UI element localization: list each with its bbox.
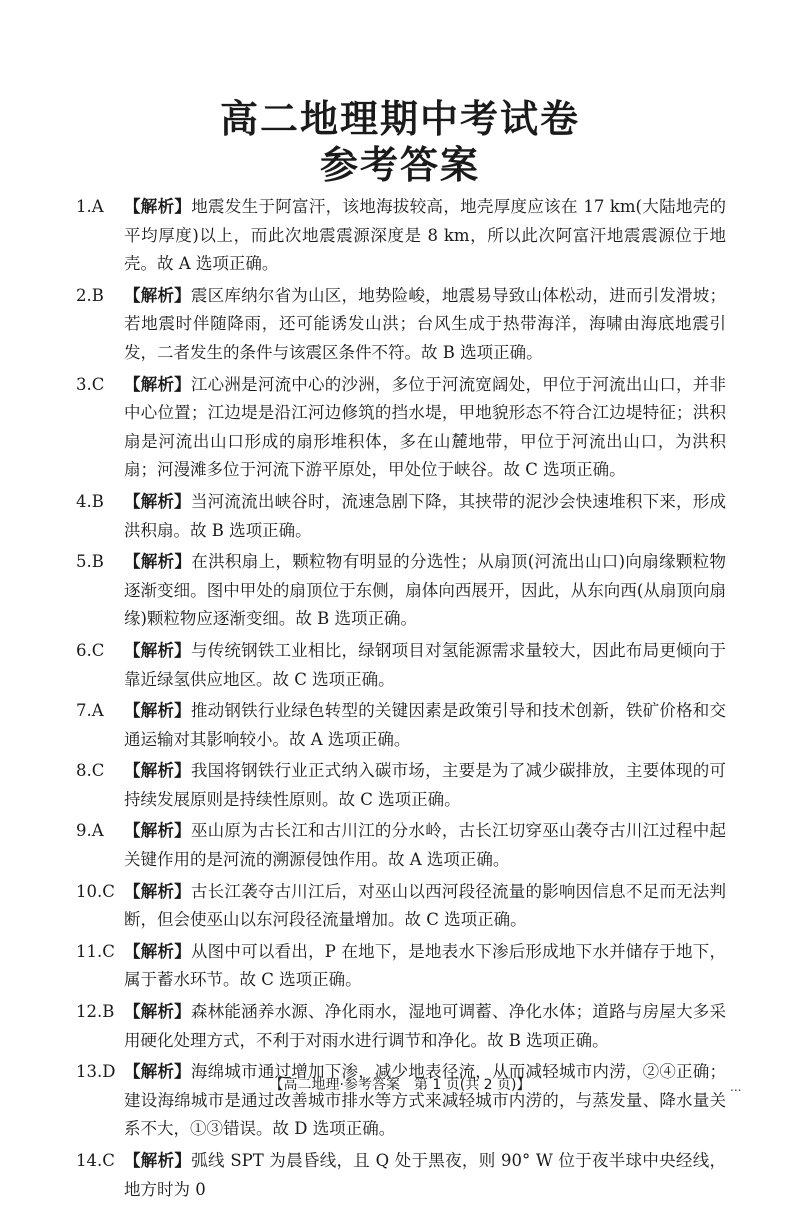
analysis-tag: 【解析】 [124, 1151, 192, 1170]
answer-number: 11.C [76, 941, 115, 961]
analysis-tag: 【解析】 [124, 285, 191, 305]
analysis-text: 当河流流出峡谷时，流速急剧下降，其挟带的泥沙会快速堆积下来，形成洪积扇。故 B 选项正确。 [124, 491, 727, 540]
analysis-text: 震区库纳尔省为山区，地势险峻，地震易导致山体松动，进而引发滑坡；若地震时伴随降雨，还可能诱发山洪；台风生成于热带海洋，海啸由海底地震引发，二者发生的条件与该震区条件不符。故 B 选项正确。 [124, 285, 727, 362]
answer-number: 13.D [76, 1062, 116, 1082]
analysis-tag: 【解析】 [124, 761, 191, 781]
analysis-text: 地震发生于阿富汗，该地海拔较高，地壳厚度应该在 17 km(大陆地壳的平均厚度)以上，而此次地震震源深度是 8 km，所以此次阿富汗地震震源位于地壳。故 A 选项正确。 [124, 197, 726, 274]
answer-body [124, 817, 726, 874]
answer-body [124, 371, 726, 485]
analysis-text: 从图中可以看出，P 在地下，是地表水下渗后形成地下水并储存于地下，属于蓄水环节。故 C 选项正确。 [124, 941, 726, 990]
answer-body [124, 757, 726, 814]
answer-item [76, 938, 726, 995]
answer-number: 1.A [76, 197, 104, 216]
answer-body [124, 998, 726, 1055]
answer-item [76, 998, 726, 1055]
answer-body [124, 1058, 726, 1144]
answer-item [76, 1147, 726, 1204]
analysis-tag: 【解析】 [124, 821, 191, 841]
analysis-text: 古长江袭夺古川江后，对巫山以西河段径流量的影响因信息不足而无法判断，但会使巫山以东河段径流量增加。故 C 选项正确。 [124, 881, 727, 930]
answer-item [76, 637, 726, 694]
answer-body [124, 938, 726, 995]
answer-item [76, 757, 726, 814]
answer-item [76, 488, 726, 545]
answer-item [76, 548, 726, 634]
answer-item [76, 817, 726, 874]
answer-body [124, 488, 726, 545]
answer-item [76, 697, 726, 754]
analysis-text: 海绵城市通过增加下渗，减少地表径流，从而减轻城市内涝，②④正确；建设海绵城市是通过改善城市排水等方式来减轻城市内涝的，与蒸发量、降水量关系不大，①③错误。故 D 选项正确。 [124, 1062, 727, 1139]
answer-number: 10.C [76, 881, 115, 901]
answer-number: 7.A [76, 701, 104, 721]
answer-number: 9.A [76, 821, 104, 841]
answer-number: 2.B [76, 285, 104, 305]
analysis-text: 江心洲是河流中心的沙洲，多位于河流宽阔处，甲位于河流出山口，并非中心位置；江边堤是沿江河边修筑的挡水堤，甲地貌形态不符合江边堤特征；洪积扇是河流出山口形成的扇形堆积体，多在山麓地带，甲位于河流出山口，为洪积扇；河漫滩多位于河流下游平原处，甲处位于峡谷。故 C 选项正确。 [124, 374, 727, 480]
page-footer: 【高二地理·参考答案 第 1 页(共 2 页)】 [269, 1077, 531, 1093]
analysis-text: 巫山原为古长江和古川江的分水岭，古长江切穿巫山袭夺古川江过程中起关键作用的是河流的溯源侵蚀作用。故 A 选项正确。 [124, 821, 727, 870]
analysis-text: 森林能涵养水源、净化雨水，湿地可调蓄、净化水体；道路与房屋大多采用硬化处理方式，不利于对雨水进行调节和净化。故 B 选项正确。 [124, 1002, 727, 1050]
answer-number: 12.B [76, 1002, 115, 1022]
answer-body [124, 878, 726, 935]
analysis-text: 与传统钢铁工业相比，绿钢项目对氢能源需求量较大，因此布局更倾向于靠近绿氢供应地区。故 C 选项正确。 [124, 640, 727, 689]
page-title: 高二地理期中考试卷 [219, 97, 580, 141]
answer-list [76, 193, 726, 1207]
analysis-tag: 【解析】 [124, 701, 191, 721]
analysis-tag: 【解析】 [124, 374, 191, 394]
answer-body [124, 282, 726, 368]
answer-item [76, 371, 726, 485]
analysis-tag: 【解析】 [124, 1062, 191, 1082]
answer-body [124, 1147, 726, 1204]
analysis-tag: 【解析】 [124, 881, 191, 901]
analysis-text: 推动钢铁行业绿色转型的关键因素是政策引导和技术创新，铁矿价格和交通运输对其影响较小。故 A 选项正确。 [124, 701, 727, 749]
analysis-text: 我国将钢铁行业正式纳入碳市场，主要是为了减少碳排放，主要体现的可持续发展原则是持续性原则。故 C 选项正确。 [124, 761, 727, 809]
answer-body [124, 637, 726, 694]
corner-mark: ... [730, 1080, 742, 1094]
analysis-tag: 【解析】 [124, 1002, 191, 1022]
answer-number: 5.B [76, 552, 104, 572]
answer-body [124, 193, 726, 279]
analysis-tag: 【解析】 [124, 640, 191, 660]
analysis-tag: 【解析】 [124, 491, 191, 511]
analysis-tag: 【解析】 [124, 941, 191, 961]
answer-number: 3.C [76, 374, 105, 394]
answer-number: 6.C [76, 640, 105, 660]
answer-body [124, 548, 726, 634]
answer-number: 14.C [76, 1151, 115, 1170]
answer-item [76, 193, 726, 279]
answer-number: 8.C [76, 761, 105, 781]
answer-number: 4.B [76, 491, 104, 511]
analysis-text: 弧线 SPT 为晨昏线，且 Q 处于黑夜，则 90° W 位于夜半球中央经线，地方时为 0 [124, 1151, 727, 1199]
analysis-text: 在洪积扇上，颗粒物有明显的分选性；从扇顶(河流出山口)向扇缘颗粒物逐渐变细。图中甲处的扇顶位于东侧，扇体向西展开，因此，从东向西(从扇顶向扇缘)颗粒物应逐渐变细。故 B 选项正确。 [124, 552, 727, 629]
answer-item [76, 878, 726, 935]
analysis-tag: 【解析】 [124, 197, 192, 216]
answer-body [124, 697, 726, 754]
answer-item [76, 1058, 726, 1144]
answer-item [76, 282, 726, 368]
page-subtitle: 参考答案 [319, 143, 480, 187]
analysis-tag: 【解析】 [124, 552, 192, 572]
